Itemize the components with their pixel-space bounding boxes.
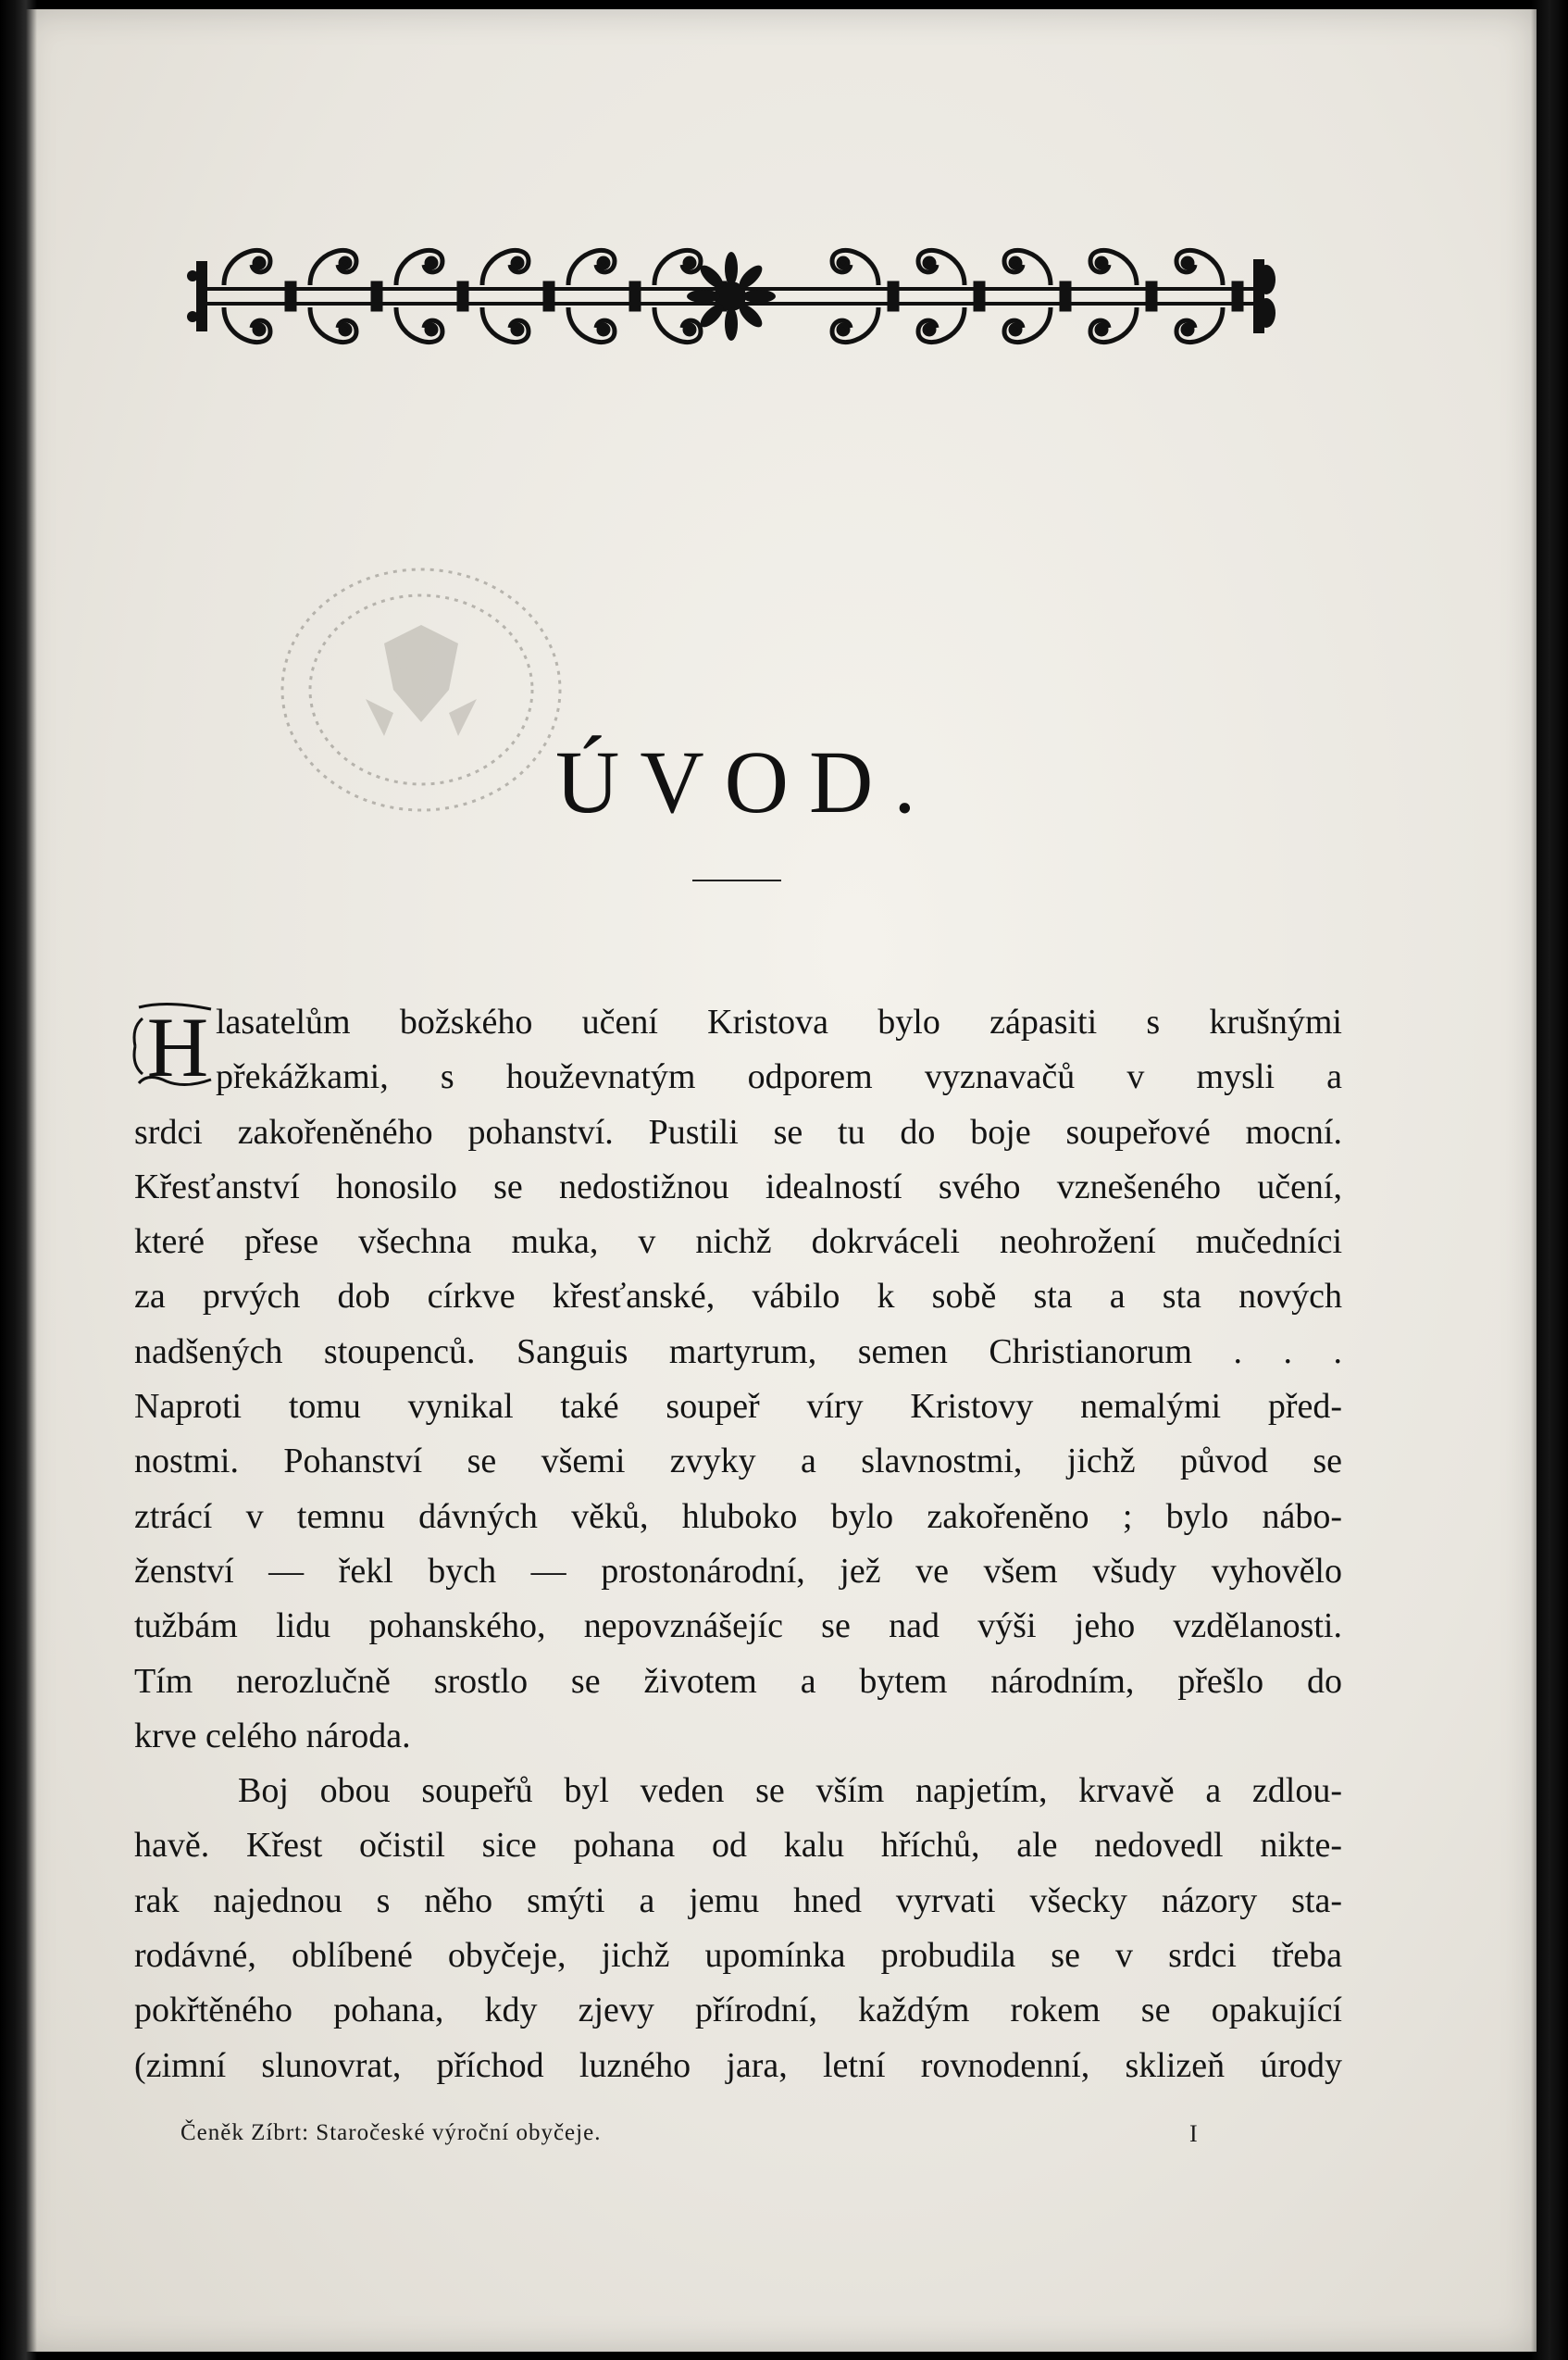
- text-line: za prvých dob církve křesťanské, vábilo k sobě sta a sta nových: [134, 1277, 1342, 1317]
- rail-bead: [1148, 283, 1155, 309]
- scroll-ornament-dot: [925, 258, 934, 268]
- sheet-mark: I: [1189, 2120, 1198, 2147]
- scroll-ornament-dot: [1011, 258, 1020, 268]
- scroll-ornament-dot: [513, 325, 522, 334]
- rail-bead: [1234, 283, 1241, 309]
- scroll-ornament-dot: [427, 325, 436, 334]
- scroll-ornament-dot: [685, 258, 694, 268]
- scroll-ornament-dot: [1011, 325, 1020, 334]
- scroll-ornament-dot: [341, 325, 350, 334]
- rail-bead: [287, 283, 294, 309]
- title-divider-rule: [692, 880, 781, 881]
- scroll-ornament-dot: [839, 258, 848, 268]
- paragraph-2: [134, 1764, 1342, 2093]
- paragraph-1: [134, 995, 1342, 1764]
- text-line: které přese všechna muka, v nichž dokrváceli neohrožení mučedníci: [134, 1222, 1342, 1262]
- rail-bead: [545, 283, 553, 309]
- scroll-ornament-dot: [1183, 325, 1192, 334]
- text-line: krve celého národa.: [134, 1716, 411, 1755]
- text-line: srdci zakořeněného pohanství. Pustili se tu do boje soupeřové mocní.: [134, 1112, 1342, 1152]
- text-line: rodávné, oblíbené obyčeje, jichž upomínka probudila se v srdci třeba: [134, 1936, 1342, 1976]
- scroll-ornament-dot: [599, 325, 608, 334]
- text-line: překážkami, s houževnatým odporem vyznavačů v mysli a: [216, 1057, 1342, 1097]
- scroll-ornament-dot: [255, 258, 264, 268]
- rail-bead: [1062, 283, 1069, 309]
- binding-shadow: [0, 0, 37, 2360]
- text-line: nadšených stoupenců. Sanguis martyrum, semen Christianorum . . .: [134, 1331, 1342, 1371]
- text-line: ženství — řekl bych — prostonárodní, jež ve všem všudy vyhovělo: [134, 1551, 1342, 1591]
- scroll-ornament-dot: [255, 325, 264, 334]
- text-line: Boj obou soupeřů byl veden se vším napjetím, krvavě a zdlou-: [238, 1771, 1342, 1811]
- rail-bead: [459, 283, 467, 309]
- text-line: Naproti tomu vynikal také soupeř víry Kristovy nemalými před-: [134, 1387, 1342, 1427]
- text-line: Křesťanství honosilo se nedostižnou idealností svého vznešeného učení,: [134, 1167, 1342, 1206]
- text-line: Tím nerozlučně srostlo se životem a bytem národním, přešlo do: [134, 1661, 1342, 1701]
- text-line: pokřtěného pohana, kdy zjevy přírodní, každým rokem se opakující: [134, 1991, 1342, 2030]
- ornamental-header-band: [185, 204, 1277, 389]
- drop-cap-letter: H: [146, 1000, 209, 1093]
- ornament-end-left: [187, 261, 207, 331]
- body-text: [134, 995, 1342, 2093]
- ornament-end-right: [1253, 259, 1276, 333]
- scroll-ornament-dot: [1097, 258, 1106, 268]
- rail-bead: [976, 283, 983, 309]
- rail-bead: [631, 283, 639, 309]
- text-line: rak najednou s něho smýti a jemu hned vyrvati všecky názory sta-: [134, 1880, 1342, 1920]
- scroll-ornament-dot: [925, 325, 934, 334]
- library-stamp: [273, 551, 579, 829]
- text-line: tužbám lidu pohanského, nepovznášejíc se nad výši jeho vzdělanosti.: [134, 1606, 1342, 1646]
- right-edge-shadow: [1531, 0, 1568, 2360]
- text-line: nostmi. Pohanství se všemi zvyky a slavnostmi, jichž původ se: [134, 1442, 1342, 1481]
- rail-bead: [890, 283, 897, 309]
- scroll-ornament-dot: [685, 325, 694, 334]
- chapter-title: ÚVOD.: [555, 732, 937, 831]
- scroll-ornament-dot: [341, 258, 350, 268]
- text-line: (zimní slunovrat, příchod luzného jara, letní rovnodenní, sklizeň úrody: [134, 2045, 1342, 2085]
- scroll-ornament-dot: [1097, 325, 1106, 334]
- rail-bead: [373, 283, 380, 309]
- scroll-ornament-dot: [599, 258, 608, 268]
- scroll-ornament-dot: [1183, 258, 1192, 268]
- scroll-ornament-dot: [427, 258, 436, 268]
- text-line: ztrácí v temnu dávných věků, hluboko bylo zakořeněno ; bylo nábo-: [134, 1496, 1342, 1536]
- scroll-ornament-dot: [513, 258, 522, 268]
- text-line: havě. Křest očistil sice pohana od kalu hříchů, ale nedovedl nikte-: [134, 1826, 1342, 1866]
- scroll-ornament-dot: [839, 325, 848, 334]
- text-line: lasatelům božského učení Kristova bylo zápasiti s krušnými: [216, 1003, 1342, 1042]
- signature-line: Čeněk Zíbrt: Staročeské výroční obyčeje.: [180, 2120, 602, 2145]
